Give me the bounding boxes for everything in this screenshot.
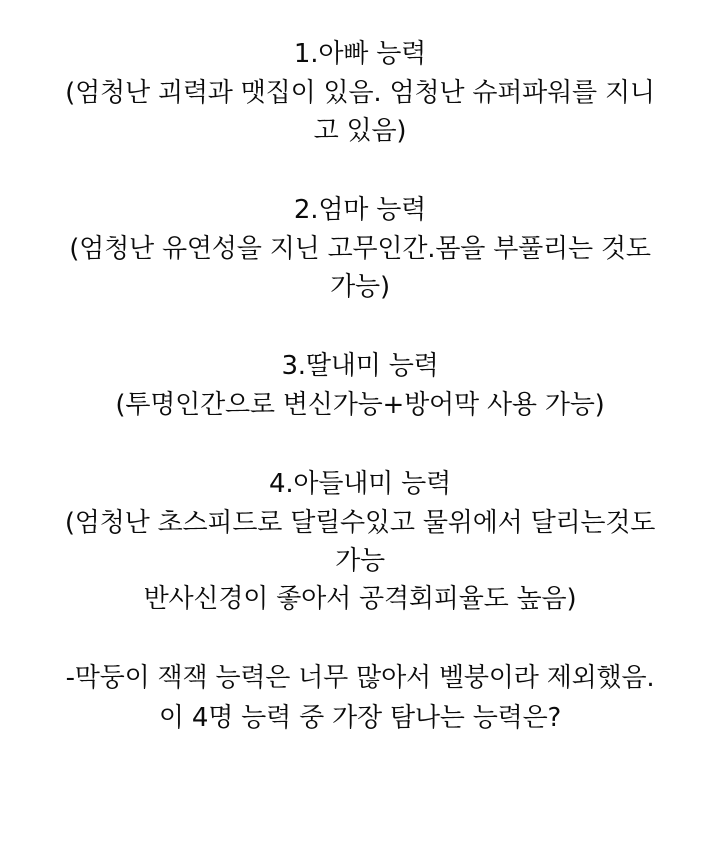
closing-line-1: -막둥이 잭잭 능력은 너무 많아서 벨붕이라 제외했음. — [65, 663, 655, 693]
section-1 — [14, 34, 706, 150]
section-3-heading: 3.딸내미 능력 — [281, 351, 439, 381]
section-4 — [14, 464, 706, 618]
section-1-heading: 1.아빠 능력 — [293, 39, 427, 69]
spacer — [14, 150, 706, 190]
section-4-heading: 4.아들내미 능력 — [269, 469, 451, 499]
spacer — [14, 306, 706, 346]
section-3-line-1: (투명인간으로 변신가능+방어막 사용 가능) — [115, 390, 605, 420]
closing-question — [14, 658, 706, 738]
section-4-line-1: (엄청난 초스피드로 달릴수있고 물위에서 달리는것도 — [64, 508, 656, 538]
section-1-line-2: 고 있음) — [313, 116, 407, 146]
section-4-line-2: 가능 — [335, 546, 385, 576]
closing-line-2: 이 4명 능력 중 가장 탐나는 능력은? — [158, 703, 562, 733]
section-3 — [14, 346, 706, 424]
section-2-line-2: 가능) — [330, 272, 390, 302]
spacer — [14, 618, 706, 658]
section-2-line-1: (엄청난 유연성을 지닌 고무인간.몸을 부풀리는 것도 — [69, 234, 651, 264]
section-2-heading: 2.엄마 능력 — [293, 195, 427, 225]
section-4-line-3: 반사신경이 좋아서 공격회피율도 높음) — [143, 584, 577, 614]
section-1-line-1: (엄청난 괴력과 맷집이 있음. 엄청난 슈퍼파워를 지니 — [65, 78, 655, 108]
spacer — [14, 424, 706, 464]
section-2 — [14, 190, 706, 306]
